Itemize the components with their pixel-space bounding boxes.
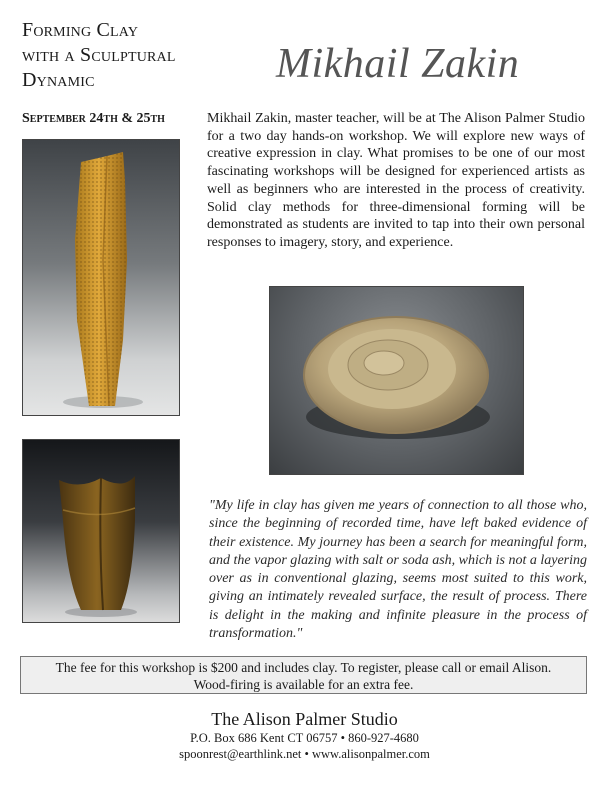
studio-address: P.O. Box 686 Kent CT 06757 • 860-927-4680 xyxy=(190,731,419,745)
artist-quote: "My life in clay has given me years of connection to all those who, since the beginning of recorded time, have left baked evidence of their existence. My journey has been a search for meaningful form, and the vapor glazing with salt or soda ash, which is not a layering over as in conventional glazing, seems most suited to this work, giving an intimately revealed surface, the result of process. There is delight in the making and infinite pleasure in the process of transformation." xyxy=(209,498,588,642)
intro-paragraph: Mikhail Zakin, master teacher, will be at The Alison Palmer Studio for a two day hands-on workshop. We will explore new ways of creative expression in clay. What promises to be one of our most fascinating workshops will be designed for experienced artists as well as beginners who are interested in the process of creativity. Solid clay methods for three-dimensional forming will be demonstrated as students are invited to tap into their own personal responses to imagery, story, and experience. xyxy=(207,111,585,250)
fee-info-box xyxy=(20,656,587,694)
studio-name: The Alison Palmer Studio xyxy=(211,709,398,729)
spiral-bowl-image xyxy=(270,287,523,474)
title-line-2: with a Sculptural xyxy=(22,44,176,66)
workshop-title xyxy=(22,18,212,93)
brown-vessel-photo xyxy=(22,439,180,623)
tall-vase-photo xyxy=(22,139,180,416)
brown-vessel-image xyxy=(23,440,179,622)
tall-vase-image xyxy=(23,140,179,415)
workshop-dates: September 24th & 25th xyxy=(22,111,165,126)
title-line-3: Dynamic xyxy=(22,69,95,91)
fee-line-2: Wood-firing is available for an extra fee. xyxy=(193,677,414,692)
fee-line-1: The fee for this workshop is $200 and includes clay. To register, please call or email Alison. xyxy=(55,660,552,675)
studio-contact[interactable]: spoonrest@earthlink.net • www.alisonpalmer.com xyxy=(179,747,430,761)
spiral-bowl-photo xyxy=(269,286,524,475)
title-line-1: Forming Clay xyxy=(22,19,139,41)
artist-name: Mikhail Zakin xyxy=(276,41,520,87)
